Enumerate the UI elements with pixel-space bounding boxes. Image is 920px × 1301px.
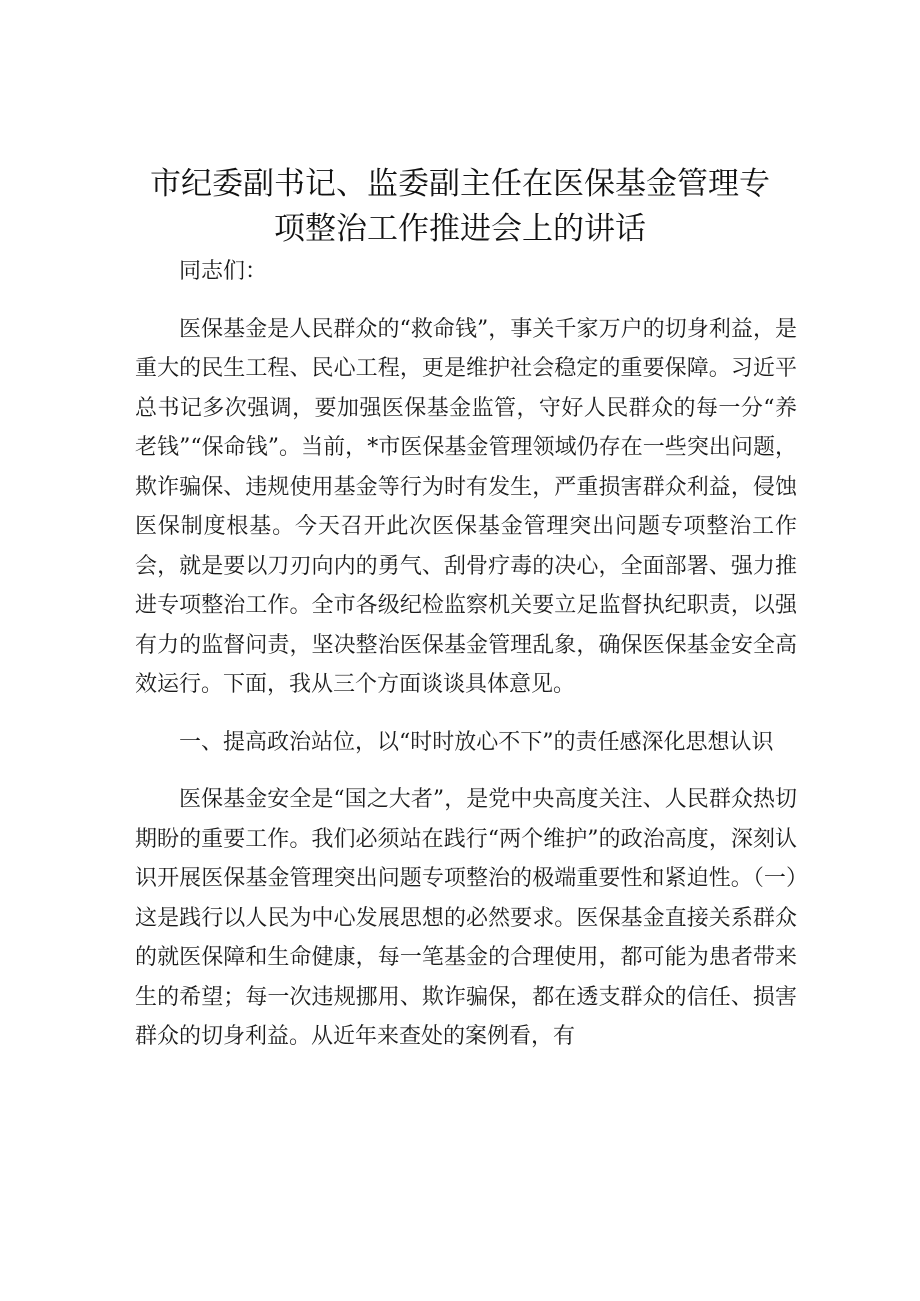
- section-heading-1: 一、提高政治站位，以“时时放心不下”的责任感深化思想认识: [179, 729, 774, 755]
- document-title: [120, 162, 800, 252]
- salutation: 同志们：: [179, 259, 268, 284]
- paragraph-section-1: 医保基金安全是“国之大者”，是党中央高度关注、人民群众热切期盼的重要工作。我们必须站在践行“两个维护”的政治高度，深刻认识开展医保基金管理突出问题专项整治的极端重要性和紧迫性。（一）这是践行以人民为中心发展思想的必然要求。医保基金直接关系群众的就医保障和生命健康，每一笔基金的合理使用，都可能为患者带来生的希望；每一次违规挪用、欺诈骗保，都在透支群众的信任、损害群众的切身利益。从近年来查处的案例看，有: [135, 787, 797, 1049]
- title-line-1: 市纪委副书记、监委副主任在医保基金管理专: [150, 166, 770, 202]
- paragraph-intro: 医保基金是人民群众的“救命钱”，事关千家万户的切身利益，是重大的民生工程、民心工程，更是维护社会稳定的重要保障。习近平总书记多次强调，要加强医保基金监管，守好人民群众的每一分“养老钱”“保命钱”。当前，*市医保基金管理领域仍存在一些突出问题，欺诈骗保、违规使用基金等行为时有发生，严重损害群众利益，侵蚀医保制度根基。今天召开此次医保基金管理突出问题专项整治工作会，就是要以刀刃向内的勇气、刮骨疗毒的决心，全面部署、强力推进专项整治工作。全市各级纪检监察机关要立足监督执纪职责，以强有力的监督问责，坚决整治医保基金管理乱象，确保医保基金安全高效运行。下面，我从三个方面谈谈具体意见。: [135, 316, 797, 697]
- title-line-2: 项整治工作推进会上的讲话: [274, 211, 646, 247]
- document-body: [135, 252, 797, 1075]
